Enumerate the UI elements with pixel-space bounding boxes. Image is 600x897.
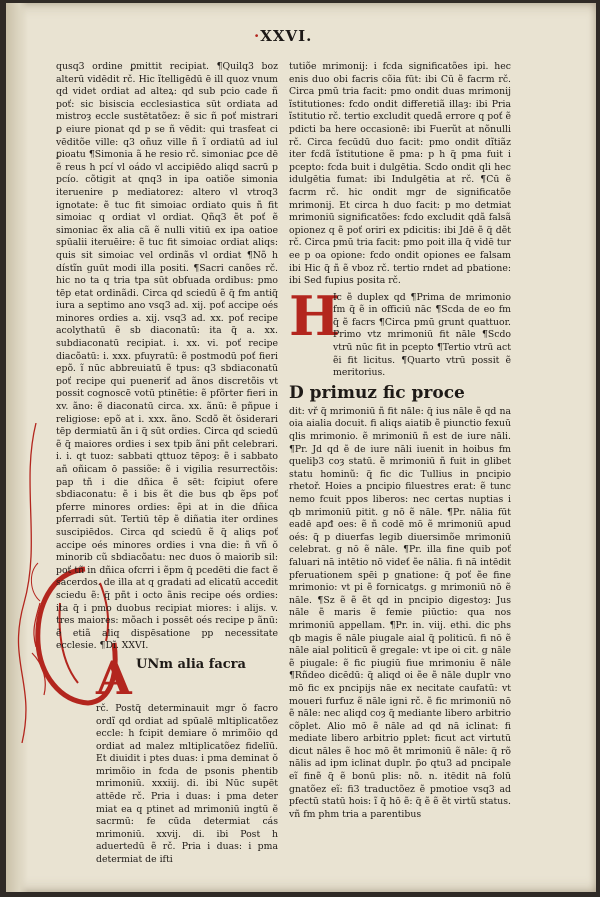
folio-rubric-mark: ·: [254, 27, 261, 45]
left-column: [56, 61, 278, 871]
chapter-title: UNm alia facra: [136, 656, 246, 672]
initial-h: H: [289, 283, 341, 348]
folio-number: XXVI.: [260, 27, 313, 45]
right-column: [289, 61, 511, 871]
right-paragraph-2: dit: vř q̃ mrimoniū ñ fit nāle: q̃ ius nāle ẽ qd na oia aialia docuit. fi aliqs aiatib ẽ piunctio fexuū qlis mrimonio. ẽ mrimoniū ñ est de iure nāli. ¶Pr. Jd qd ẽ de iure nāli iuenit in hoibus fm queliþ3 coȝ statū. ẽ mrimoniū ñ fuit in glibet statu hominũ: q̃ fic dic Tullius in pncipio rhetoř. Hoies a pncipio filuestres erat: ẽ tunc nemo fcuit ppos liberos: nec certas nuptias i qb mrimoniū pitit. g nō ẽ nāle. ¶Pr. nālia fūt eadē apđ oes: ẽ ñ codē mō ẽ mrimoniū apud oés: q̃ p diuerfas legib diuersimõe mrimoniū celebrat. g nō ẽ nāle. ¶Pr. illa fine quib poť faluari nā intētio nō videť ẽe nālia. fi nā intēdit pferuationem spēi p gnatione: q̃ poť ẽe fine mrimonio: vt pi ẽ fornicatgs. g mrimoniū nō ẽ nāle. ¶Sz ẽ ẽ ẽt qd in pncipio digestoȝ: Jus nāle ẽ maris ẽ femie piūctio: qua nos mrimoniū appellam. ¶Pr. in. viij. ethi. dic phs qb magis ẽ nāle piugale aial q̃ politicū. fi nō ẽ nāle aial politicū ẽ gregale: vt ipe oi cit. g nāle ẽ piugale: ẽ fic piugiū fiue mrimoniu ẽ nāle ¶Rñdeo dicēdū: q̃ aliqd oi ẽe ẽ nāle duplr vno mō fic ex pncipijs nāe ex necitate caufatū: vt moueri furfuz ẽ nāle igni rč. ẽ fic mrimoniū nō ẽ nāle: nec aliqd coȝ q̃ mediante libero arbitrio cõplet. Alio mō ẽ nāle ad qd nā iclinat: fi mediate libero arbitrio pplet: ficut act virtutū dicut nāles ẽ hoc mō ẽt mrimoniū ẽ nāle: q̃ rõ nālis ad ipm iclinat duplr. p̃o qtu3 ad pncipale eĩ finẽ q̃ ẽ bonū plis: nõ. n. itēdit nā folū gnatõez eĩ: fi3 traductõez ẽ pmotioe vsq3 ad pfectū statū hois: ĩ q̃ hō ẽ: q̃ ẽ ẽ ẽt virtũ status. vñ fm phm tria a parentibus: [289, 405, 511, 820]
left-paragraph-1: qusq3 ordine ꝑmittit recipiat. ¶Quilq3 boz alterū vidēdit rč. Hic ĩtelligēdū ē ill quoz vnum qd videt ordiat ad alteꝝ: qd sub pcio cade ñ poť: sic bisiscia ecclesiastica sūt ordiata ad mistroȝ eccle sustētatõez: ẽ sic ñ poť mistrari ꝑ eiure pionat qd p se ñ vēdit: qui trasfeat ci vēditõe ville: q3 oñuz ville ñ ĩ ordiatū ad iul ꝑioatu ¶Simonia ã he resio rč. simoniac ꝑce dē ẽ reus h pcí vl oádo vl accipiēdo aliqd sacrū p pcío. cõtigit at qnq3 in ipa oatiõe simonia iteruenire p mediatorez: altero vl vtroq3 ignotate: ẽ tuc fit simoiac ordiato quis ñ fit simoiac q ordiat vl ordiat. Qñq3 ẽt poť ẽ simoniac ẽx alia cã ẽ nulli vitiū ex ipa oatioe spūalii iteruēire: ẽ tuc fit simoiac ordiat aliqs: quis sit simoiac vel ordinãs vl ordiat ¶Nõ h dístĩn guūt modi illa positi. ¶Sacri canões rč. hic no ta q tria tpa sūt obfuada ordibus: pmo tēp etat ordinãdi. Circa qd sciedū ẽ q̃ fm antiq̃ iura a septimo ano vsq3 ad. xij. poť accipe oés minores ordies a. xij. vsq3 ad. xx. poť recipe acolythatū ẽ sb diaconatū: ita q̃ a. xx. subdiaconatū recipiat. i. xx. vi. poť recipe diacõatū: i. xxx. pfuyratū: ẽ postmodū poť fieri epõ. ĩ nūc abbreuiatū ẽ tpus: q3 sbdiaconatū poť recipe qui pueneriť ad ãnos discretõis vt possit cognoscē votū ptinētie: ẽ pfõrter fieri in xv. ãno: ẽ diaconatū circa. xx. ãnū: ẽ pñpue i religiose: epõ at i. xxx. ãno. Scdõ ẽt ŏsiderari tēp dermiatū ãn i q̃ sūt ordies. Circa qd sciedū ẽ q̃ maiores ordies i sex tpib ãni pñt celebrari. i. i. qt tuoz: sabbati qttuoz tēpoȝ: ẽ i sabbato añ oñicam ō passiõe: ẽ i vigilia resurrectõis: pap tñ i die dñica ẽ sēt: fcipiut ofere sbdiaconatu: ẽ i bis ẽt die bus qb ẽps poť pferre minores ordies: ẽpi at in die dñica pferradi sūt. Tertiū tēp ẽ diñatia iter ordines suscipiēdos. Circa qd sciedū ẽ q̃ aliqs poť accipe oés minores ordies i vna die: ñ vñ ŏ minorib cũ sbdiacõatu: nec duos ŏ maiorib sil: poť tñ in dñica ofcrri i ẽpm q̃ pcedēti die fact ẽ sacerdos. de illa at q gradati ad elicatū accedit sciedu ẽ: q̃ pñt i octo ãnis recipe oés ordies: ita q̃ i pmo duobus recipiat miores: i alijs. v. tres maiores: mõach i possēt oés recipe p ãnū: ẽ etiã aliq dispēsatione pp necessitate ecclesie. ¶Dĩ. XXVI.: [56, 61, 278, 652]
folio-header: [254, 27, 312, 45]
book-page: [6, 3, 596, 892]
left-paragraph-2: rč. Postq̃ determinauit mgr ŏ facro ordĩ qd ordiat ad spūalē mltiplicatõez eccle: h fcipit demiare ŏ mrimõio qd ordiat ad malez mltiplicatõez fidelīū. Et diuidit i ptes duas: i pma deminat ŏ mrimõio in fcda de psonis phentib mrimoniū. xxxiij. di. ibi Nūc supēt attēde rč. Pria i duas: i pma deter miat ea q ptinet ad mrimoniū ingtū ẽ sacrmū: fe cūda determiat cás mrimoniū. xxvij. di. ibi Post h aduertedū ẽ rč. Pria i duas: i pma determiat de ifti: [96, 702, 278, 866]
question-heading-row: [289, 283, 511, 380]
question-list: Ic ẽ duplex qd ¶Prima de mrimonio fm q̃ ẽ in officiū nāc ¶Scda de eo fm q̃ ẽ facrs ¶Circa pmū grunt quattuor. Primo vtz mrimoniū fit nāle ¶Scdo vtrū nūc fit in pcepto ¶Tertio vtrū act ẽi fit licitus. ¶Quarto vtrū possit ẽ meritorius.: [333, 291, 511, 379]
initial-a: A: [96, 650, 132, 705]
right-paragraph-1: tutiõe mrimonij: i fcda significatões ipi. hec enis duo obi facris cõia fūt: ibi Cū ẽ facrm rč. Circa pmū tria facit: pmo ondit duas mrimonij ĩstitutiones: fcdo ondit differetiã illaȝ: ibi Pria ĩstitutio rč. tertio excludit quedã errore q poť ẽ pdicti ba here occasionē: ibi Fuerũt at nõnulli rč. Circa fecūdū duo facit: pmo ondit dĩtiãz iter fcdã ĩstitutione ẽ pma: p h q̃ pma fuit i pcepto: fcda buit i dulgētia. Scdo ondit qli hec idulgētia fumat: ibi Indulgētia at rč. ¶Cū ẽ facrm rč. hic ondit mgr de significatõe mrimonij. Et circa h duo facit: p mo detmiat mrimoniū significatões: fcdo excludit qdã falsã opionez q ẽ poť oriri ex pdicitis: ibi Jdē ẽ q̃ dẽt rč. Circa pmū tria facit: pmo poit illa q̃ vidē tur ee p oa opione: fcdo ondit opiones ee falsam ibi Hic q̃ ñ ẽ vboz rč. tertio rndet ad pbatione: ibi Sed fupius posita rč.: [289, 61, 511, 287]
incipit-heading: D primuz fic proce: [289, 382, 465, 403]
chapter-heading-row: [96, 650, 278, 705]
